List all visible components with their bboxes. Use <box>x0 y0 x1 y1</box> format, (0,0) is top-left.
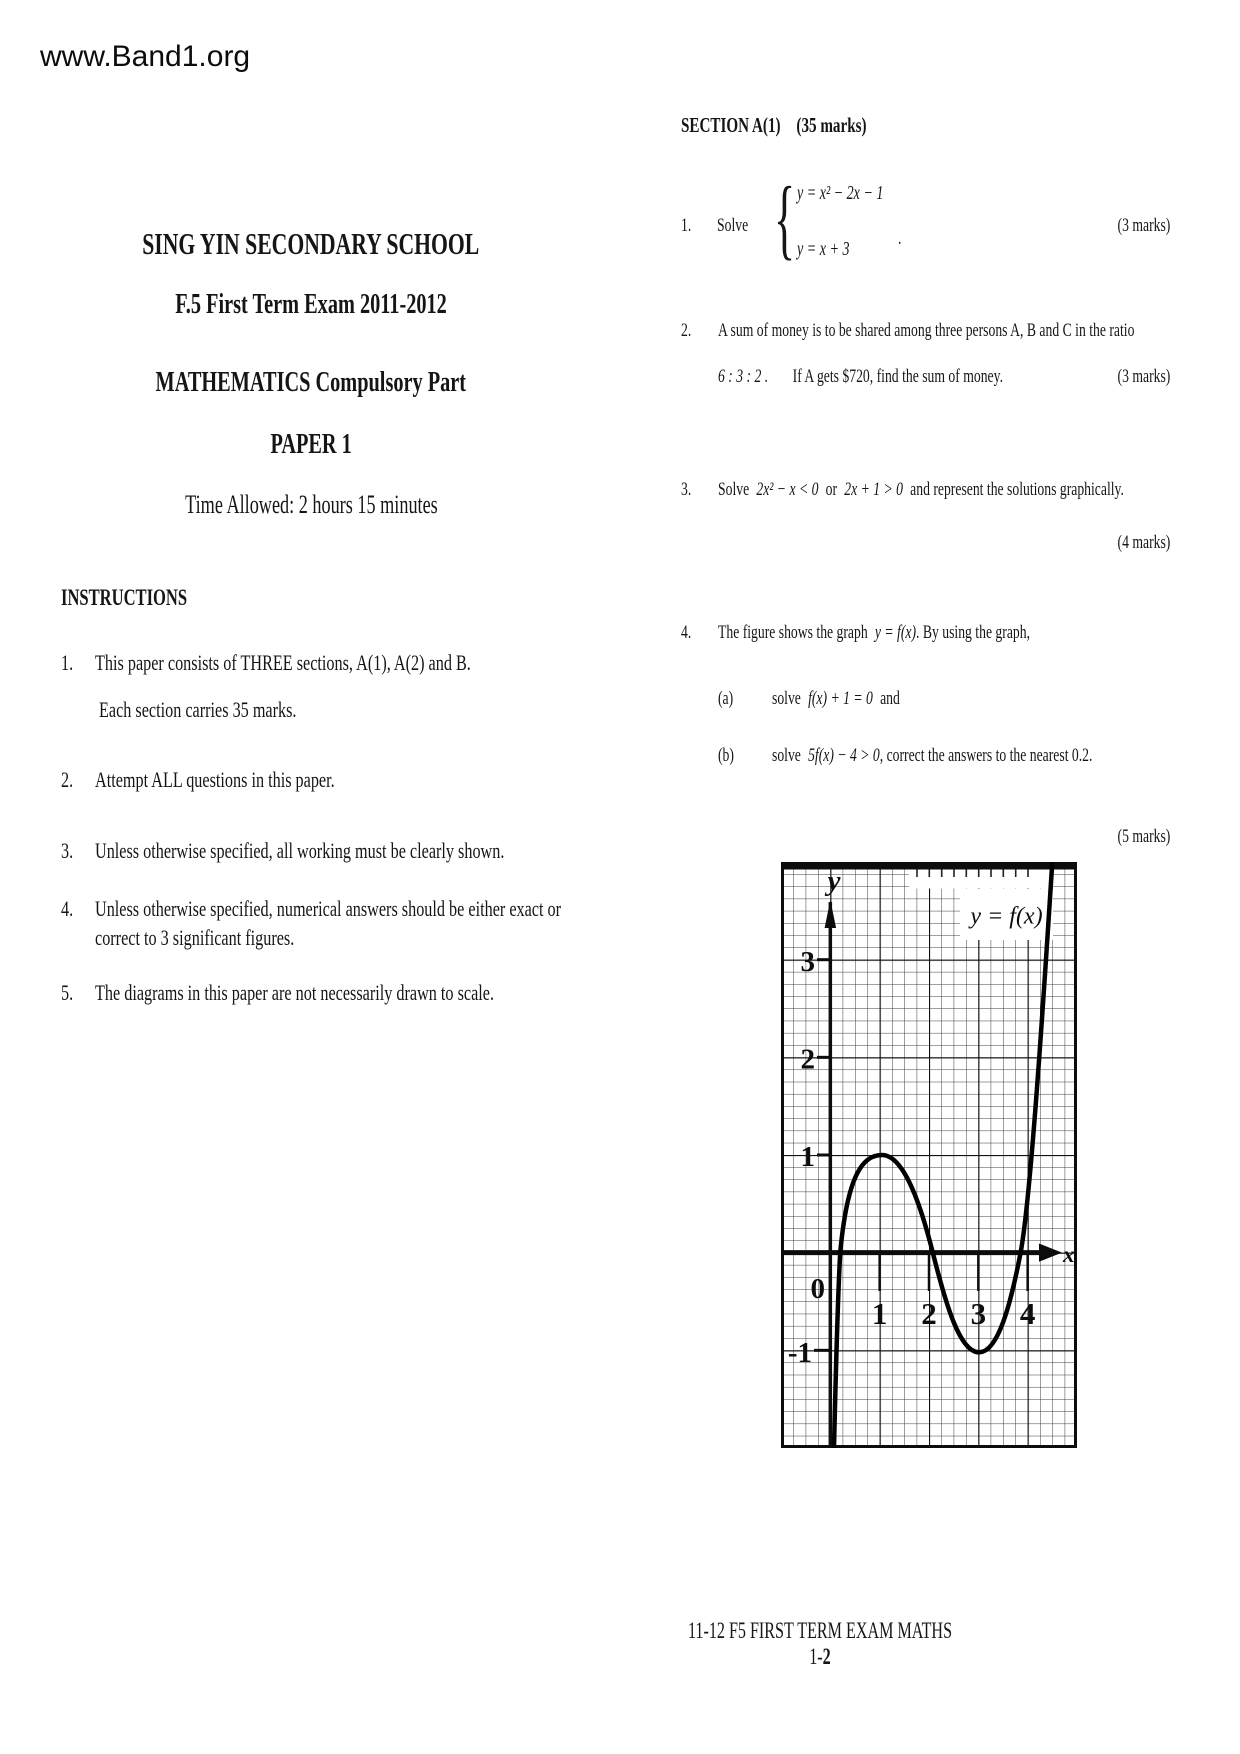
y-tick-neg1: -1 <box>787 1337 812 1369</box>
paper-title: PAPER 1 <box>270 428 352 460</box>
q4-part-b-text: solve 5f(x) − 4 > 0, correct the answers to the nearest 0.2. <box>772 745 1093 766</box>
q3-text: Solve 2x² − x < 0 or 2x + 1 > 0 and represent the solutions graphically. <box>718 479 1124 500</box>
y-tick-2: 2 <box>800 1043 815 1076</box>
curve-label: y = f(x) <box>970 903 1043 930</box>
q2-marks: (3 marks) <box>1117 366 1170 387</box>
instruction-3-number: 3. <box>61 838 74 863</box>
origin-label: 0 <box>810 1273 825 1305</box>
site-watermark: www.Band1.org <box>40 40 251 73</box>
function-graph-figure <box>781 862 1077 1448</box>
time-allowed: Time Allowed: 2 hours 15 minutes <box>184 490 438 519</box>
x-axis-label: x <box>1063 1242 1075 1267</box>
q4-part-b-label: (b) <box>718 745 734 766</box>
y-axis-label: y <box>827 865 841 897</box>
footer-page-number: 2 <box>822 1644 831 1669</box>
q1-system-brace: { <box>774 169 796 269</box>
q4-intro: The figure shows the graph y = f(x). By using the graph, <box>718 622 1031 643</box>
q1-marks: (3 marks) <box>1117 215 1170 236</box>
instruction-5-text: The diagrams in this paper are not necessarily drawn to scale. <box>95 980 495 1005</box>
instruction-2-text: Attempt ALL questions in this paper. <box>95 767 335 792</box>
y-tick-1: 1 <box>800 1141 815 1173</box>
instruction-4-text-line2: correct to 3 significant figures. <box>95 925 295 950</box>
q4-part-a-text: solve f(x) + 1 = 0 and <box>772 688 900 709</box>
y-tick-3: 3 <box>800 946 815 978</box>
instruction-3-text: Unless otherwise specified, all working must be clearly shown. <box>95 838 505 863</box>
q2-text-line1: A sum of money is to be shared among three persons A, B and C in the ratio <box>718 320 1135 341</box>
exam-title: F.5 First Term Exam 2011-2012 <box>175 288 447 320</box>
instructions-title: INSTRUCTIONS <box>61 585 188 610</box>
instruction-1-text-line2: Each section carries 35 marks. <box>99 697 297 722</box>
instruction-4-number: 4. <box>61 896 74 921</box>
q2-number: 2. <box>681 320 692 341</box>
q1-number: 1. <box>681 215 692 236</box>
q1-equation-2: y = x + 3 <box>797 239 850 260</box>
q4-marks: (5 marks) <box>1117 826 1170 847</box>
q4-number: 4. <box>681 622 692 643</box>
top-whiteout-strip <box>909 867 1052 889</box>
page-footer <box>620 1618 1020 1670</box>
instruction-1-text: This paper consists of THREE sections, A(1), A(2) and B. <box>95 650 471 675</box>
instruction-4-text: Unless otherwise specified, numerical answers should be either exact or <box>95 896 562 921</box>
instruction-5-number: 5. <box>61 980 74 1005</box>
q1-equation-1: y = x² − 2x − 1 <box>797 183 884 204</box>
graph-svg <box>781 862 1077 1448</box>
instruction-2-number: 2. <box>61 767 74 792</box>
x-tick-4: 4 <box>1019 1296 1036 1331</box>
school-name: SING YIN SECONDARY SCHOOL <box>142 226 480 261</box>
q1-period: . <box>898 228 902 249</box>
x-tick-3: 3 <box>970 1296 987 1331</box>
q1-verb: Solve <box>717 215 749 236</box>
q2-text-line2: 6 : 3 : 2 . If A gets $720, find the sum of money. <box>718 366 1004 387</box>
footer-text: 11-12 F5 FIRST TERM EXAM MATHS 1- <box>687 1618 953 1669</box>
subject-title: MATHEMATICS Compulsory Part <box>155 366 467 398</box>
instruction-1-number: 1. <box>61 650 74 675</box>
x-tick-1: 1 <box>871 1296 888 1331</box>
x-tick-2: 2 <box>921 1296 937 1331</box>
q4-part-a-label: (a) <box>718 688 734 709</box>
section-title: SECTION A(1) (35 marks) <box>681 113 867 137</box>
q3-number: 3. <box>681 479 692 500</box>
q3-marks: (4 marks) <box>1117 532 1170 553</box>
